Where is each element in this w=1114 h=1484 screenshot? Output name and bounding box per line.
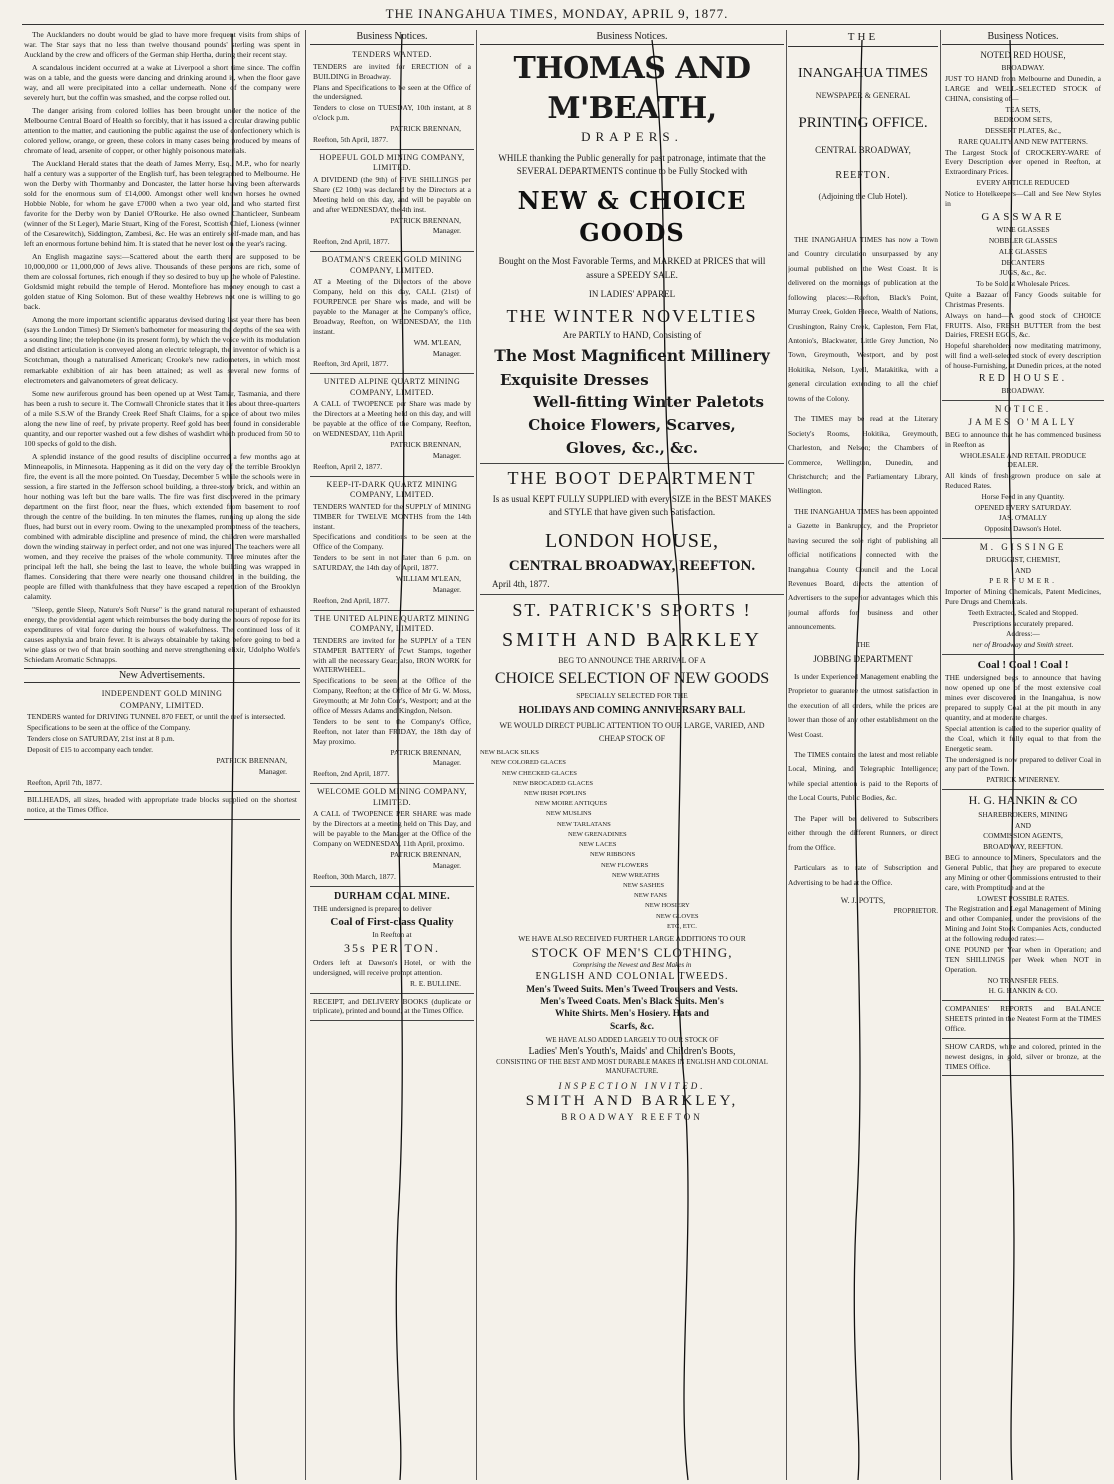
advert-body: Teeth Extracted, Scaled and Stopped.: [967, 607, 1079, 617]
advert-body: TENDERS are invited for the SUPPLY of a TEN STAMPER BATTERY of 7cwt Stamps, together with all the necessary Gear; also, IRON WORK for WATERWHEEL.: [313, 635, 471, 675]
business-notices-column-right: [942, 30, 1104, 1480]
advert-headline: ST. PATRICK'S SPORTS !: [480, 594, 784, 623]
advert-signature: JAS. O'MALLY: [998, 513, 1048, 523]
advert-body: COMPANIES' REPORTS and BALANCE SHEETS printed in the Neatest Form at the TIMES Office.: [945, 1004, 1101, 1033]
advert-body: The Registration and Legal Management of Mining and other Companies, under the provisions of the Mining and Joint Stock Companies Acts, conducted at the following reduced rates:—: [945, 904, 1101, 943]
info-paragraph: The TIMES contains the latest and most reliable Local, Mining, and Telegraphic Intelligence; while special attention is paid to the Reports of the Local Courts, Public Bodies, &c.: [788, 750, 938, 803]
news-paragraph: "Sleep, gentle Sleep, Nature's Soft Nurse" is the grand natural recuperant of exhausted energy, the providential agent which reimburses the body during the hours of repose for its expenditures of vital force during the hours of wakefulness. The continued loss of it causes asphyxia and brain fever. It is always obtainable by taking before going to bed a wine glass or two of that brain soothing and nerve strengthening elixir, Udolpho Wolfe's Schiedam Aromatic Schnapps.: [24, 604, 300, 664]
goods-list-item: ETC, ETC.: [667, 922, 697, 930]
advert-headline: CHOICE SELECTION OF NEW GOODS: [494, 670, 770, 688]
advert-address: BROADWAY.: [1001, 63, 1045, 73]
info-paragraph: Particulars as to rate of Subscription and Advertising to be had at the Office.: [788, 863, 938, 887]
advert-body: The Largest Stock of CROCKERY-WARE of Every Description ever opened in Reefton, at Extraordinary Prices.: [945, 147, 1101, 177]
advert-body: TENDERS are invited for ERECTION of a BUILDING in Broadway.: [313, 61, 471, 81]
advert-omally: [942, 401, 1104, 539]
signature-role: PROPRIETOR.: [893, 906, 938, 915]
advert-subheading: IN LADIES' APPAREL: [588, 288, 676, 299]
advert-body: Specifications and conditions to be seen at the Office of the Company.: [313, 532, 471, 552]
paper-subtitle: NEWSPAPER & GENERAL: [815, 90, 911, 100]
advert-body: SHOW CARDS, white and colored, printed in the newest designs, in gold, silver or bronze, at the TIMES Office.: [945, 1041, 1101, 1071]
goods-list-item: NEW COLORED GLACES: [491, 759, 566, 767]
goods-list-item: NEW SASHES: [623, 881, 665, 889]
advert-line: Men's Tweed Coats. Men's Black Suits. Men's: [540, 996, 724, 1007]
advert-body: In Reefton at: [372, 930, 412, 940]
advert-line: Exquisite Dresses: [500, 370, 649, 389]
advert-body: ENGLISH AND COLONIAL TWEEDS.: [535, 971, 729, 983]
column-header: Business Notices.: [942, 30, 1104, 45]
info-paragraph: The Paper will be delivered to Subscribers either through the different Runners, or direct from the Office.: [788, 813, 938, 852]
advert-body: Plans and Specifications to be seen at the Office of the undersigned.: [313, 82, 471, 102]
advert-signature: PATRICK BRENNAN,: [390, 124, 461, 134]
news-paragraph: The danger arising from colored lollies has been brought under the notice of the Melbourne Central Board of Health so forcibly, that it has issued a circular drawing public attention to the matter, and cautioning the public against the use of confectionery which is colored yellow, orange, or green, these colors in many cases being produced by means of chromate of lead, arsenite of copper, or other highly poisonous materials.: [24, 106, 300, 156]
advert-body: Are PARTLY to HAND, Consisting of: [562, 330, 702, 341]
advert-title: COMPANY, LIMITED.: [120, 700, 204, 710]
paper-location: (Adjoining the Club Hotel).: [818, 192, 908, 202]
advert-billheads: [24, 792, 300, 820]
goods-list-item: NEW HOSIERY: [645, 902, 690, 910]
advert-notice: [310, 374, 474, 476]
news-paragraph: The Aucklanders no doubt would be glad to have more frequent visits from ships of war. The Star says that no less than twelve thousand pounds' sterling was spent in Auckland by the crew and officers of the German ship Hertha, during their recent stay.: [24, 30, 300, 60]
advert-item: BEDROOM SETS,: [994, 115, 1052, 125]
advert-role: Manager.: [432, 450, 461, 460]
goods-list-item: NEW MOIRE ANTIQUES: [535, 800, 608, 808]
advert-notice: [310, 477, 474, 611]
advert-date: Reefton, 2nd April, 1877.: [313, 769, 390, 779]
paper-subtitle: PRINTING OFFICE.: [798, 114, 928, 131]
advert-title: UNITED ALPINE QUARTZ MINING COMPANY, LIMITED.: [323, 377, 461, 397]
advert-title: THE UNITED ALPINE QUARTZ MINING COMPANY, LIMITED.: [314, 613, 470, 634]
advert-price: 35s PER TON.: [344, 941, 440, 955]
advert-body: EVERY ARTICLE REDUCED: [976, 178, 1070, 188]
advert-body: BEG to announce to Miners, Speculators and the General Public, that they are prepared to execute any Mining or other Commissions entrusted to their care, with Promptitude and at the: [945, 852, 1101, 892]
advert-body: TENDERS wanted for DRIVING TUNNEL 870 FEET, or until the reef is intersected.: [27, 712, 286, 722]
advert-item: TEA SETS,: [1005, 104, 1041, 114]
advert-title: INDEPENDENT GOLD MINING: [101, 689, 223, 699]
info-paragraph: THE INANGAHUA TIMES has now a Town and Country circulation unsurpassed by any journal published on the West Coast. It is delivered on the mornings of publication at the following places:—Reefton, Black's Point, Murray Creek, Golden Fleece, Wealth of Nations, Crushington, Rainy Creek, Capleston, Fern Flat, Antonio's, Blackwater, Little Grey Junction, No Town, Greymouth, Westport, and by post Hokitika, Nelson, Lyell, Matakitika, with a general circulation extending to all the chief towns of the Colony.: [788, 234, 938, 403]
goods-list-item: NEW LACES: [579, 841, 617, 849]
goods-list-item: NEW CHECKED GLACES: [502, 769, 577, 777]
column-divider: [305, 30, 306, 1480]
advert-item: DECANTERS: [1001, 257, 1045, 267]
advert-body: Bought on the Most Favorable Terms, and MARKED at PRICES that will assure a SPEEDY SALE.: [498, 255, 766, 280]
column-header: Business Notices.: [310, 30, 474, 45]
advert-body: A DIVIDEND (the 9th) of FIVE SHILLINGS per Share (£2 10th) was declared by the Directors at a Meeting held on this day, and will be payable on and after WEDNESDAY, the 4th inst.: [313, 174, 471, 214]
advert-body: Specifications to be seen at the Office of the Company, Reefton; at the Office of Mr G. W. Moss, Greymouth; at Mr John Corr's, Westport; and at the office of Messrs Adams and Kingdon, Nelson.: [313, 676, 471, 715]
advert-independent-gold: [24, 686, 300, 792]
advert-body: Tenders to be sent to the Company's Office, Reefton, not later than FRIDAY, the 18th day of May proximo.: [313, 716, 471, 746]
advert-body: WHILE thanking the Public generally for past patronage, intimate that the SEVERAL DEPARTMENTS continue to be Fully Stocked with: [498, 152, 766, 177]
advert-address: BROADWAY.: [1001, 386, 1045, 396]
advert-item: JUGS, &c., &c.: [999, 268, 1047, 278]
advert-body: Tenders close on SATURDAY, 21st inst at 8 p.m.: [27, 734, 175, 744]
advert-title: KEEP-IT-DARK QUARTZ MINING COMPANY, LIMITED.: [326, 479, 458, 500]
advert-body: Prescriptions accurately prepared.: [972, 618, 1074, 628]
advert-body: NO TRANSFER FEES.: [987, 975, 1059, 985]
advert-hankin: [942, 790, 1104, 1001]
advert-body: CONSISTING OF THE BEST AND MOST DURABLE MAKES IN ENGLISH AND COLONIAL MANUFACTURE.: [496, 1058, 768, 1075]
printing-office-column: [788, 30, 938, 1480]
advert-body: RECEIPT, and DELIVERY BOOKS (duplicate or triplicate), printed and bound, at the Times Office.: [313, 996, 471, 1016]
advert-signature: H. G. HANKIN & CO.: [988, 986, 1058, 996]
news-paragraph: Some new auriferous ground has been opened up at West Tamar, Tasmania, and there has been a rush to secure it. The Cornwall Chronicle states that it lies about three-quarters of a mile S.S.W of the Brandy Creek Reef Shaft Claims, for a space of about two miles along the new line of reef, by private property. Reef gold has been found in considerable quantity, and our reporter washed out a few dishes of washdirt which produced from 50 to 100 specks of gold to the dish.: [24, 388, 300, 448]
paper-town: REEFTON.: [835, 170, 891, 182]
column-divider: [786, 30, 787, 1480]
info-paragraph: The TIMES may be read at the Literary Society's Rooms, Hokitika, Greymouth, Charleston, and Nelson; the Chambers of Commerce, Wellington, Dunedin, and Christchurch; and the Parliamentary Library, Wellington.: [788, 414, 938, 496]
advert-trade: PERFUMER.: [989, 576, 1057, 586]
section-heading: JOBBING DEPARTMENT: [813, 653, 913, 664]
advert-signature: R. E. BULLINE.: [409, 978, 461, 988]
goods-list-item: NEW FANS: [634, 892, 667, 900]
advert-signature: PATRICK M'INERNEY.: [986, 775, 1060, 785]
advert-body: Importer of Mining Chemicals, Patent Medicines, Pure Drugs and Chemicals.: [945, 587, 1101, 606]
firm-name: SMITH AND BARKLEY,: [525, 1093, 739, 1110]
advert-title: DURHAM COAL MINE.: [334, 890, 450, 902]
advert-trade: AND: [1014, 565, 1031, 575]
goods-list-item: NEW BROCADED GLACES: [513, 779, 594, 787]
goods-list-item: NEW BLACK SILKS: [480, 749, 539, 757]
advert-title: NOTED RED HOUSE,: [980, 50, 1066, 61]
advert-body: Quite a Bazaar of Fancy Goods suitable for Christmas Presents.: [945, 289, 1101, 309]
news-paragraph: A splendid instance of the good results of discipline occurred a few months ago at Minneapolis, in Minnesota. Happening as it did on the very day of the terrible Brooklyn fire, the event is all the more pointed. On Tuesday, December 5 while the schools were in session, a fire started in the Jefferson school building, a three-story brick, and within an hour nothing was left but the bare walls. The fire was first discovered in the primary department on the first floor, near the flues, which extended from basement to roof through the centre of the building. In ten minutes the flames, running up along the side flues, had burst out in every room. Owing to the unexampled promptness of the teachers, combined with admirable discipline and presence of mind, the children were marshalled down the winding stairway in perfect order, and not one was injured. The teachers were all women, and they receive the praises of the whole community. Three minutes after the principal left the hall, she being the last to leave, the whole building was wrapped in flames. Considering that there were nearly one thousand children in the building, the people are filled with thankfulness that they have escaped a repetition of the Brooklyn calamity.: [24, 451, 300, 601]
advert-trade: AND: [1014, 820, 1031, 830]
advert-body: Orders left at Dawson's Hotel, or with the undersigned, will receive prompt attention.: [313, 957, 471, 977]
firm-name: THOMAS AND M'BEATH,: [513, 51, 751, 126]
news-paragraph: An English magazine says:—Scattered about the earth there are supposed to be 10,000,000 or 11,000,000 of Jews alive. Thousands of these persons are rich, some of them are colossal fortunes, rich enough if they so desired to buy up the whole of Palestine. Goldsmid might rebuild the temple of Herod. Montefiore has money enough to cast a golden statue of King Solomon. But of these wealthy Hebrews not one is willing to go back.: [24, 252, 300, 312]
advert-red-house: [942, 47, 1104, 401]
advert-headline: RED HOUSE.: [978, 373, 1068, 385]
advert-address: BROADWAY REEFTON: [561, 1112, 703, 1123]
advert-title: WELCOME GOLD MINING COMPANY, LIMITED.: [317, 787, 467, 807]
advert-notice: [310, 784, 474, 886]
advert-title: TENDERS WANTED.: [352, 50, 432, 60]
advert-item: NOBBLER GLASSES: [988, 236, 1058, 246]
drapers-column: [480, 30, 784, 1480]
advert-body: THE undersigned is prepared to deliver: [313, 903, 432, 913]
info-paragraph: THE INANGAHUA TIMES has been appointed a Gazette in Bankruptcy, and the Proprietor having secured the sole right of publishing all official notifications connected with the Inangahua County Council and the Local Revenues Board, directs the attention of Advertisers to the superior advantages which this journal affords for business and other announcements.: [788, 506, 938, 632]
advert-headline: THE BOOT DEPARTMENT: [480, 463, 784, 491]
advert-body: WE HAVE ALSO RECEIVED FURTHER LARGE ADDITIONS TO OUR: [518, 934, 746, 944]
advert-title: Coal ! Coal ! Coal !: [977, 658, 1069, 671]
advert-durham-coal: [310, 887, 474, 994]
advert-role: Manager.: [432, 758, 461, 768]
advert-line: Scarfs, &c.: [610, 1021, 654, 1032]
advert-body: Address:—: [1006, 629, 1040, 639]
advert-body: WE HAVE ALSO ADDED LARGELY TO OUR STOCK OF: [545, 1036, 719, 1045]
advert-body: INSPECTION INVITED.: [558, 1080, 706, 1091]
advert-headline: THE WINTER NOVELTIES: [506, 305, 758, 326]
advert-item: DESSERT PLATES, &c.,: [984, 126, 1061, 136]
advert-name: M. GISSINGE: [979, 541, 1067, 552]
advert-body: Comprising the Newest and Best Makes in: [572, 961, 692, 970]
advert-body: AT a Meeting of the Directors of the above Company, held on this day, CALL (21st) of FOURPENCE per Share was made, and will be payable to the Manager at the Company's office, Broadway, Reefton, on WEDNESDAY, the 11th instant.: [313, 277, 471, 336]
advert-body: Coal of First-class Quality: [330, 915, 454, 928]
advert-line: The Most Magnificent Millinery: [494, 346, 770, 366]
advert-notice: [310, 611, 474, 785]
paper-title: INANGAHUA TIMES: [797, 65, 929, 81]
news-paragraph: The Auckland Herald states that the death of James Merry, Esq., M.P., who for nearly half a century was a supporter of the English turf, has been telegraphed to Melbourne. He won the Derby with Thormanby and Doncaster, the latter horse having been afterwards sold for the enormous sum of £14,000. Amongst other well known horses he owned Hobbie Noble, for whom he gave £7000 when a two year old, and who started first favorite for the Derby won by Daniel O'Rourke. He also owned Chanticleer, Sunbeam (winner of the St Leger), Marie Stuart, King of the Forest, Scottish Chief, Lioness (winner of the Cesarewitch), Siddington, Zambesi, &c. He was an entirely self-made man, and has left an enormous fortune behind him. It is stated that he never lost on the year's racing.: [24, 159, 300, 249]
advert-role: Manager.: [258, 766, 287, 776]
goods-list-item: NEW GLOVES: [656, 912, 699, 920]
news-column: [24, 30, 300, 1480]
goods-list: [480, 748, 784, 932]
advert-receipt-books: [310, 994, 474, 1022]
advert-address: ner of Broadway and Smith street.: [972, 640, 1074, 650]
advert-date: Reefton, 30th March, 1877.: [313, 871, 396, 881]
advert-signature: WILLIAM M'LEAN,: [395, 573, 461, 583]
advert-date: Reefton, April 2, 1877.: [313, 461, 383, 471]
masthead: THE INANGAHUA TIMES, MONDAY, APRIL 9, 1877.: [385, 6, 729, 21]
advert-line: Gloves, &c., &c.: [566, 438, 698, 457]
advert-signature: PATRICK BRENNAN,: [216, 755, 287, 765]
advert-headline: HOLIDAYS AND COMING ANNIVERSARY BALL: [518, 705, 746, 717]
column-divider: [476, 30, 477, 1480]
advert-body: WHOLESALE AND RETAIL PRODUCE DEALER.: [959, 450, 1087, 470]
goods-list-item: NEW MUSLINS: [546, 810, 592, 818]
advert-body: WE WOULD DIRECT PUBLIC ATTENTION TO OUR LARGE, VARIED, AND CHEAP STOCK OF: [499, 721, 765, 743]
advert-body: Special attention is called to the superior quality of the Coal, which it fully equal to that from the Energetic seam.: [945, 723, 1101, 753]
business-notices-column: [310, 30, 474, 1480]
news-paragraph: A scandalous incident occurred at a wake at Liverpool a short time since. The coffin was on a table, and the guests were dancing and drinking around it, when the floor gave way, and all were precipitated into a cellar underneath. None of the company were severely hurt, but the coffin was smashed, and the corpse rolled out.: [24, 63, 300, 103]
advert-body: Specifications to be seen at the office of the Company.: [27, 723, 191, 733]
advert-signature: PATRICK BRENNAN,: [390, 215, 461, 225]
signature: W. J. POTTS,: [840, 895, 886, 905]
advert-body: Tenders to close on TUESDAY, 10th instant, at 8 o'clock p.m.: [313, 103, 471, 123]
advert-gissinge: [942, 539, 1104, 655]
advert-item: ALE GLASSES: [998, 246, 1048, 256]
advert-body: To be Sold at Wholesale Prices.: [976, 279, 1070, 289]
advert-role: Manager.: [432, 584, 461, 594]
column-header: Business Notices.: [480, 30, 784, 45]
paper-address: CENTRAL BROADWAY,: [815, 145, 911, 156]
advert-body: BEG TO ANNOUNCE THE ARRIVAL OF A: [558, 655, 706, 665]
advert-body: All kinds of fresh-grown produce on sale at Reduced Rates.: [945, 471, 1101, 490]
column-header: THE: [788, 30, 938, 47]
goods-list-item: NEW TARLATANS: [557, 820, 611, 828]
advert-date: Reefton, 3rd April, 1877.: [313, 359, 389, 369]
goods-list-item: NEW GRENADINES: [568, 830, 627, 838]
advert-trade: DRUGGIST, CHEMIST,: [985, 554, 1061, 564]
advert-company-reports: [942, 1001, 1104, 1039]
advert-body: Always on hand—A good stock of CHOICE FRUITS. Also, FRESH BUTTER from the best Dairies, FRESH EGGS, &c.: [945, 310, 1101, 340]
firm-name: SMITH AND BARKLEY: [502, 629, 762, 652]
goods-list-item: NEW RIBBONS: [590, 851, 636, 859]
advert-address: Opposite Dawson's Hotel.: [984, 524, 1062, 534]
advert-body: Tenders to be sent in not later than 6 p.m. on SATURDAY, the 14th day of April, 1877.: [313, 553, 471, 573]
advert-date: Reefton, 2nd April, 1877.: [313, 237, 390, 247]
advert-line: Ladies' Men's Youth's, Maids' and Children's Boots,: [528, 1046, 736, 1058]
advert-headline: STOCK OF MEN'S CLOTHING,: [531, 944, 733, 960]
goods-list-item: NEW IRISH POPLINS: [524, 789, 587, 797]
news-paragraph: Among the more important scientific apparatus devised during last year there has been (says the London Times) Dr Siemen's bathometer for measuring the depths of the sea with a sounding line; the telephone (in its present form), by which the voice with its modulation and distinct articulation is conveyed along an electric telegraph, the inventor of which is a Scotchman, though a naturalised American; Crooke's new radiometers, in which most remarkable exhibition of air has been attained; as well as several new forms of electrometers and galvanometers of great delicacy.: [24, 315, 300, 385]
advert-title: H. G. HANKIN & CO: [968, 793, 1078, 808]
advert-body: Horse Feed in any Quantity.: [981, 491, 1065, 501]
advert-name: JAMES O'MALLY: [968, 416, 1078, 427]
advert-body: BILLHEADS, all sizes, headed with appropriate trade blocks supplied on the shortest notice, at the Times Office.: [27, 795, 297, 815]
advert-signature: PATRICK BRENNAN,: [390, 439, 461, 449]
advert-date: Reefton, 5th April, 1877.: [313, 134, 388, 144]
advert-title: HOPEFUL GOLD MINING COMPANY, LIMITED.: [319, 152, 465, 173]
advert-body: A CALL of TWOPENCE PER SHARE was made by the Directors at a meeting held on This Day, and will be payable to the Manager at the Office of the Company on WEDNESDAY, 11th April, proximo.: [313, 809, 471, 848]
advert-signature: PATRICK BRENNAN,: [390, 747, 461, 757]
advert-line: Well-fitting Winter Paletots: [533, 393, 764, 412]
advert-line: White Shirts. Men's Hosiery. Hats and: [555, 1009, 709, 1020]
advert-body: LOWEST POSSIBLE RATES.: [976, 893, 1070, 903]
advert-signature: WM. M'LEAN,: [413, 337, 461, 347]
advert-headline: NEW & CHOICE GOODS: [517, 186, 747, 248]
advert-date: Reefton, April 7th, 1877.: [27, 777, 102, 787]
advert-item: WINE GLASSES: [996, 225, 1050, 235]
section-small: THE: [856, 640, 870, 649]
advert-body: OPENED EVERY SATURDAY.: [974, 502, 1072, 512]
advert-body: SPECIALLY SELECTED FOR THE: [576, 691, 688, 701]
advert-notice: [310, 252, 474, 374]
goods-list-item: NEW WREATHS: [612, 871, 660, 879]
advert-notice: [310, 47, 474, 150]
firm-trade: DRAPERS.: [581, 129, 683, 145]
advert-title: NOTICE.: [994, 403, 1052, 414]
column-divider: [940, 30, 941, 1480]
info-paragraph: Is under Experienced Management enabling the Proprietor to guarantee the utmost satisfaction in the execution of all orders, while the prices are lower than those of any other establishment on the West Coast.: [788, 671, 938, 739]
advert-trade: COMMISSION AGENTS,: [983, 831, 1063, 841]
section-heading: New Advertisements.: [24, 668, 300, 683]
advert-notice: [310, 150, 474, 252]
advert-trade: SHAREBROKERS, MINING: [978, 809, 1068, 819]
advert-role: Manager.: [432, 860, 461, 870]
advert-body: ONE POUND per Year when in Operation; and TEN SHILLINGS per Week when NOT in Operation.: [945, 944, 1101, 974]
advert-body: BEG to announce that he has commenced business in Reefton as: [945, 429, 1101, 449]
advert-body: Is as usual KEPT FULLY SUPPLIED with every SIZE in the BEST MAKES and STYLE that have given such Satisfaction.: [492, 493, 772, 518]
advert-show-cards: [942, 1039, 1104, 1077]
advert-coal: [942, 655, 1104, 790]
advert-body: Notice to Hotelkeepers—Call and See New Styles in: [945, 189, 1101, 208]
advert-body: The undersigned is now prepared to deliver Coal in any part of the Town.: [945, 754, 1101, 774]
advert-body: RARE QUALITY AND NEW PATTERNS.: [958, 136, 1088, 146]
advert-title: BOATMAN'S CREEK GOLD MINING COMPANY, LIMITED.: [321, 255, 463, 275]
advert-headline: GASSWARE: [981, 210, 1065, 223]
advert-date: Reefton, 2nd April, 1877.: [313, 595, 390, 605]
advert-body: Deposit of £15 to accompany each tender.: [27, 744, 153, 754]
advert-list: [310, 47, 474, 886]
advert-headline: LONDON HOUSE,: [544, 530, 720, 553]
goods-list-item: NEW FLOWERS: [601, 861, 649, 869]
advert-role: Manager.: [432, 226, 461, 236]
advert-date: April 4th, 1877.: [492, 578, 550, 589]
advert-role: Manager.: [432, 348, 461, 358]
advert-line: Choice Flowers, Scarves,: [528, 416, 736, 435]
advert-body: Hopeful shareholders now meditating matrimony, will find a well-selected stock of every description of house-Furnishing, at Dunedin prices, at the noted: [945, 341, 1102, 371]
advert-address: BROADWAY, REEFTON.: [983, 842, 1063, 852]
advert-address: CENTRAL BROADWAY, REEFTON.: [508, 557, 756, 574]
advert-body: A CALL of TWOPENCE per Share was made by the Directors at a Meeting held on this day, and will be payable at the office of the Company, Reefton, on WEDNESDAY, 11th April.: [313, 399, 471, 439]
advert-signature: PATRICK BRENNAN,: [390, 849, 461, 859]
advert-body: TENDERS WANTED for the SUPPLY of MINING TIMBER for TWELVE MONTHS from the 14th instant.: [313, 501, 471, 531]
advert-line: Men's Tweed Suits. Men's Tweed Trousers and Vests.: [526, 984, 738, 995]
masthead-rule: [22, 24, 1104, 25]
advert-body: JUST TO HAND from Melbourne and Dunedin, a LARGE and WELL-SELECTED STOCK of CHINA, consisting of—: [945, 73, 1101, 103]
advert-body: THE undersigned begs to announce that having now opened up one of the most extensive coal mines ever discovered in the Inangahua, is now prepared to supply Coal at the pit mouth in any quantity, and at moderate charges.: [945, 673, 1101, 722]
